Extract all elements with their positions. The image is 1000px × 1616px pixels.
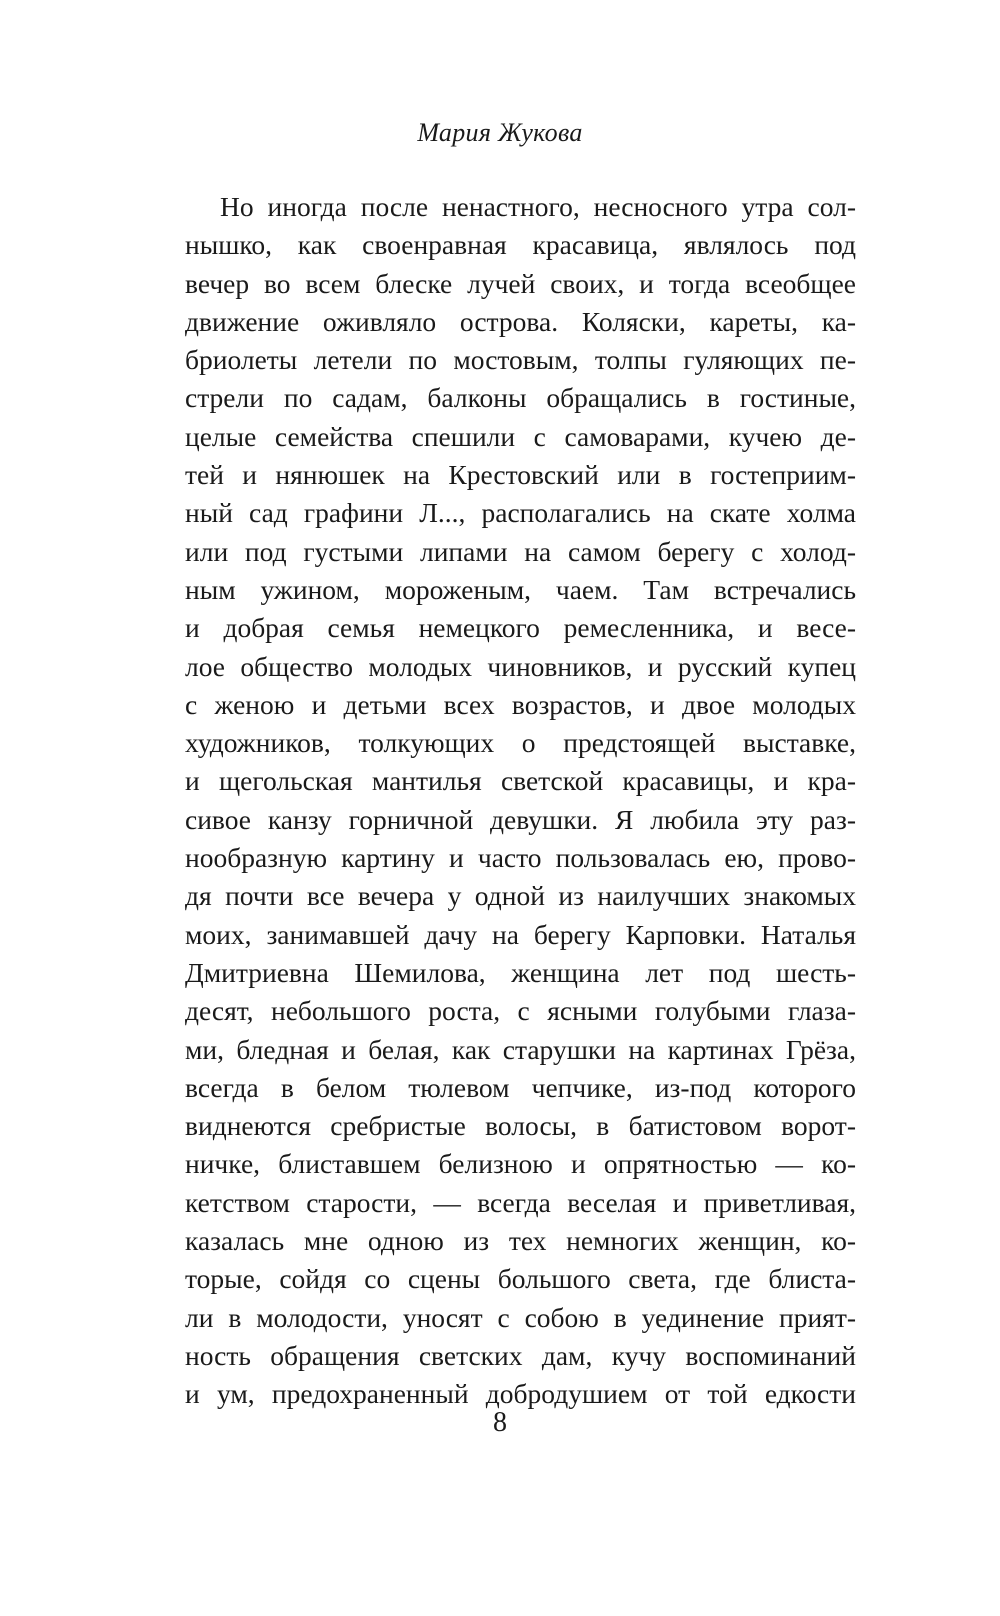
text-line: нышко, как своенравная красавица, являлось под bbox=[185, 229, 856, 261]
text-line: виднеются сребристые волосы, в батистовом ворот- bbox=[185, 1110, 856, 1142]
text-line: ность обращения светских дам, кучу воспоминаний bbox=[185, 1339, 856, 1371]
running-head: Мария Жукова bbox=[417, 118, 583, 147]
text-line: и ум, предохраненный добродушием от той едкости bbox=[185, 1378, 856, 1410]
text-line: тей и нянюшек на Крестовский или в гостеприим- bbox=[185, 459, 856, 491]
page-number: 8 bbox=[493, 1407, 507, 1438]
text-line: движение оживляло острова. Коляски, кареты, ка- bbox=[185, 305, 856, 337]
text-line: всегда в белом тюлевом чепчике, из-под которого bbox=[185, 1071, 856, 1103]
text-line: ли в молодости, уносят с собою в уединение прият- bbox=[185, 1301, 856, 1333]
text-line: с женою и детьми всех возрастов, и двое молодых bbox=[185, 688, 856, 720]
text-line: лое общество молодых чиновников, и русский купец bbox=[185, 650, 856, 682]
text-line: сивое канзу горничной девушки. Я любила эту раз- bbox=[185, 803, 856, 835]
text-line: ный сад графини Л..., располагались на скате холма bbox=[185, 497, 856, 529]
text-line: и добрая семья немецкого ремесленника, и весе- bbox=[185, 612, 856, 644]
text-line: моих, занимавшей дачу на берегу Карповки. Наталья bbox=[185, 918, 856, 950]
text-line: казалась мне одною из тех немногих женщин, ко- bbox=[185, 1225, 856, 1257]
text-line: художников, толкующих о предстоящей выставке, bbox=[185, 727, 856, 759]
text-line: десят, небольшого роста, с ясными голубыми глаза- bbox=[185, 995, 856, 1027]
text-line: дя почти все вечера у одной из наилучших знакомых bbox=[185, 880, 856, 912]
text-line: или под густыми липами на самом берегу с холод- bbox=[185, 535, 856, 567]
text-line: кетством старости, — всегда веселая и приветливая, bbox=[185, 1186, 856, 1218]
text-line: вечер во всем блеске лучей своих, и тогда всеобщее bbox=[185, 267, 856, 299]
text-line: бриолеты летели по мостовым, толпы гуляющих пе- bbox=[185, 344, 856, 376]
text-line: Но иногда после ненастного, несносного утра сол- bbox=[220, 191, 856, 222]
text-line: стрели по садам, балконы обращались в гостиные, bbox=[185, 382, 856, 414]
text-line: Дмитриевна Шемилова, женщина лет под шесть- bbox=[185, 956, 856, 988]
text-line: торые, сойдя со сцены большого света, где блиста- bbox=[185, 1263, 856, 1295]
text-line: ничке, блиставшем белизною и опрятностью — ко- bbox=[185, 1148, 856, 1180]
text-line: ным ужином, мороженым, чаем. Там встречались bbox=[185, 573, 856, 605]
text-line: ми, бледная и белая, как старушки на картинах Грёза, bbox=[185, 1033, 856, 1065]
text-line: нообразную картину и часто пользовалась ею, прово- bbox=[185, 842, 856, 874]
body-text bbox=[185, 188, 856, 1414]
text-line: и щегольская мантилья светской красавицы, и кра- bbox=[185, 765, 856, 797]
text-line: целые семейства спешили с самоварами, кучею де- bbox=[185, 420, 856, 452]
